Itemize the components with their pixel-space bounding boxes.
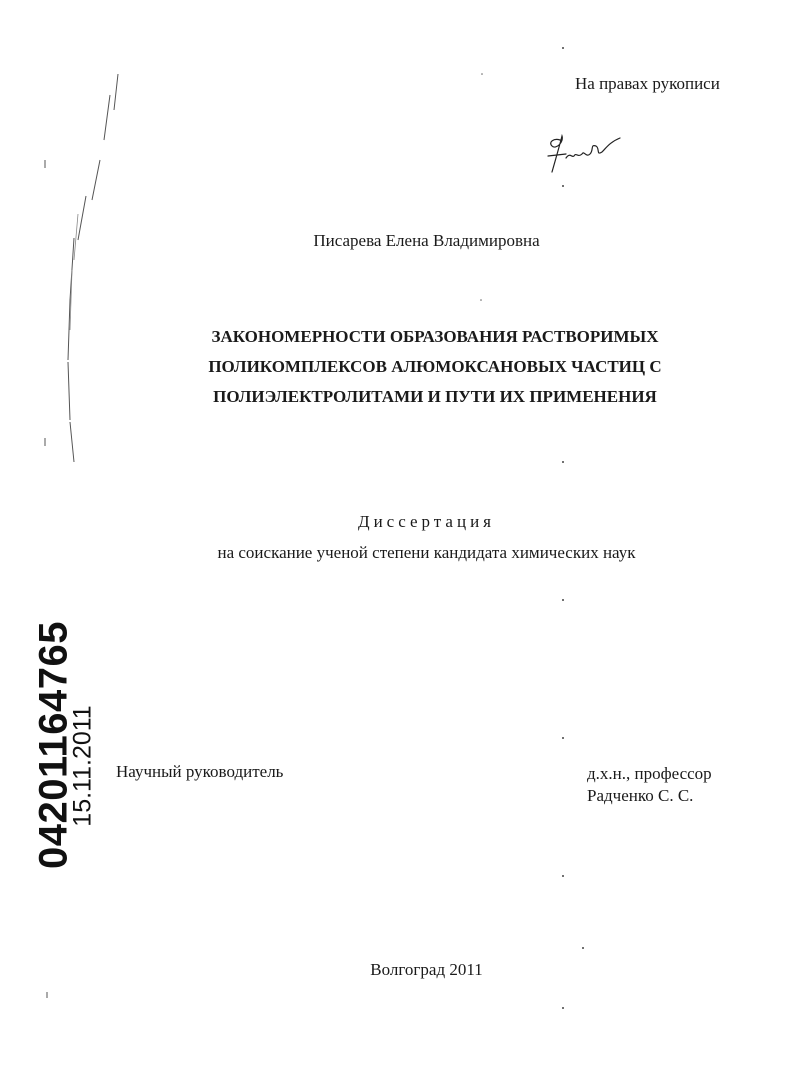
author-name: Писарева Елена Владимировна [313,231,540,250]
library-stamp-number: 04201164765 [31,621,76,869]
scan-dot [562,875,564,877]
title-line: ПОЛИКОМПЛЕКСОВ АЛЮМОКСАНОВЫХ ЧАСТИЦ С [208,357,662,376]
supervisor-label: Научный руководитель [116,762,284,781]
title-line: ПОЛИЭЛЕКТРОЛИТАМИ И ПУТИ ИХ ПРИМЕНЕНИЯ [213,387,657,406]
supervisor-name: Радченко С. С. [587,786,694,805]
scan-dot [481,73,483,75]
city-and-year: Волгоград 2011 [370,960,483,979]
scan-dot [562,599,564,601]
library-stamp-date: 15.11.2011 [68,705,97,827]
document-type: Диссертация [357,512,495,531]
scan-dot [562,47,564,49]
margin-scan-line [68,74,118,462]
dissertation-title [140,322,730,412]
scan-dot [480,299,482,301]
degree-statement: на соискание ученой степени кандидата химических наук [217,543,636,562]
scan-dot [562,737,564,739]
handwritten-signature [540,128,630,178]
scan-dot [562,1007,564,1009]
scan-dot [562,185,564,187]
supervisor-title: д.х.н., профессор [587,764,712,783]
manuscript-rights-notice: На правах рукописи [575,74,720,93]
scan-dot [582,947,584,949]
title-line: ЗАКОНОМЕРНОСТИ ОБРАЗОВАНИЯ РАСТВОРИМЫХ [211,327,659,346]
scan-dot [562,461,564,463]
